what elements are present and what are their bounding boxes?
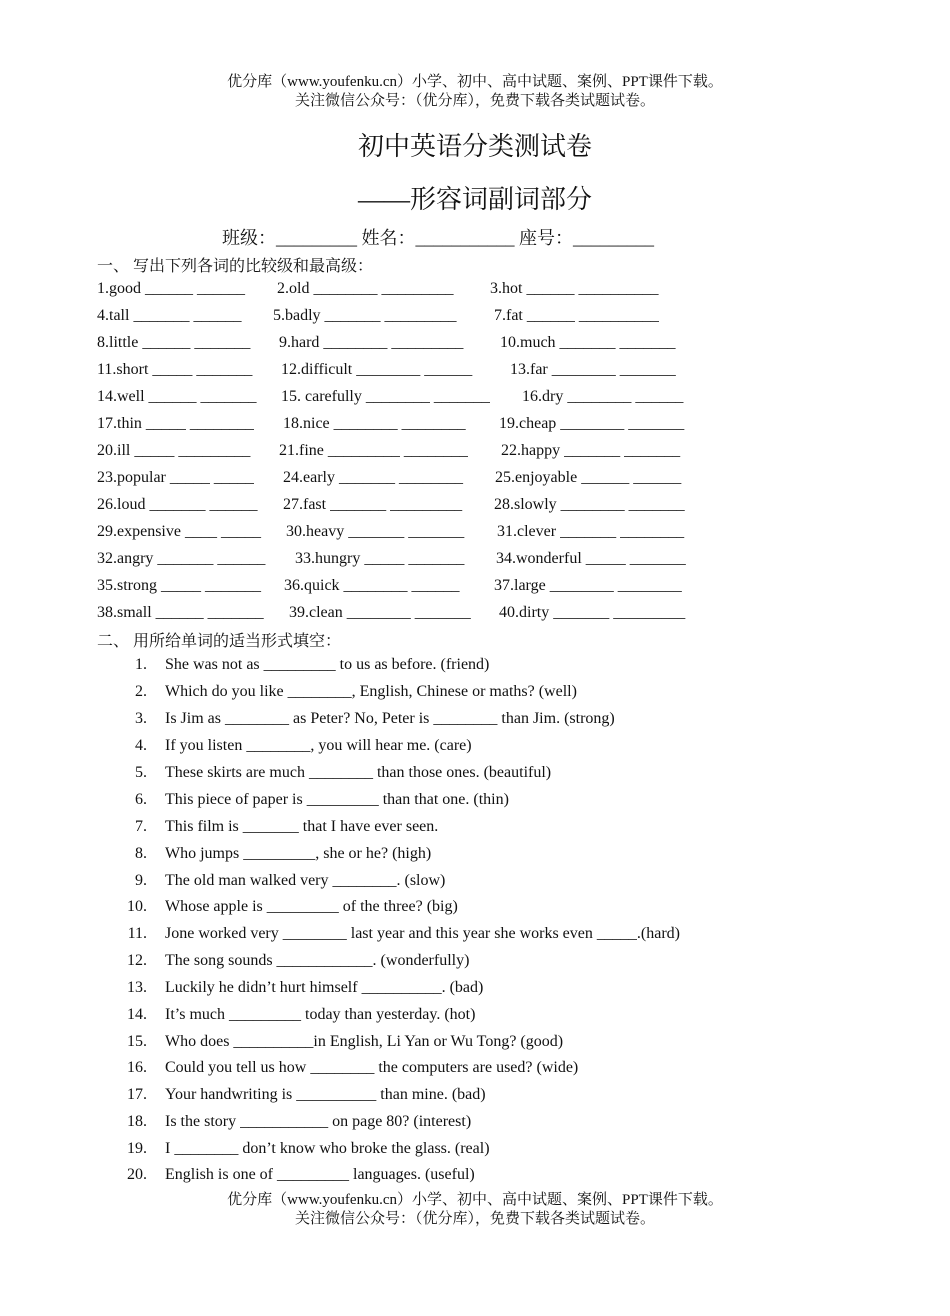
question-number: 4. <box>135 737 147 754</box>
question-number: 17. <box>127 1086 147 1103</box>
question-text: This piece of paper is _________ than that one. (thin) <box>165 791 509 808</box>
question-text: It’s much _________ today than yesterday. (hot) <box>165 1006 476 1023</box>
question-text: If you listen ________, you will hear me. (care) <box>165 737 472 754</box>
question-number: 14. <box>127 1006 147 1023</box>
vocab-item: 32.angry _______ ______ <box>97 550 266 567</box>
question-text: She was not as _________ to us as before. (friend) <box>165 656 490 673</box>
vocab-item: 39.clean ________ _______ <box>289 604 471 621</box>
question-text: Is Jim as ________ as Peter? No, Peter is ________ than Jim. (strong) <box>165 710 615 727</box>
question-number: 18. <box>127 1113 147 1130</box>
question-number: 9. <box>135 872 147 889</box>
question-number: 1. <box>135 656 147 673</box>
vocab-item: 11.short _____ _______ <box>97 361 253 378</box>
vocab-item: 24.early _______ ________ <box>283 469 463 486</box>
page-subtitle: ——形容词副词部分 <box>357 185 592 214</box>
vocab-item: 26.loud _______ ______ <box>97 496 258 513</box>
vocab-item: 36.quick ________ ______ <box>284 577 460 594</box>
vocab-item: 17.thin _____ ________ <box>97 415 254 432</box>
question-text: Jone worked very ________ last year and this year she works even _____.(hard) <box>165 925 680 942</box>
vocab-item: 25.enjoyable ______ ______ <box>495 469 682 486</box>
vocab-item: 30.heavy _______ _______ <box>286 523 465 540</box>
vocab-item: 29.expensive ____ _____ <box>97 523 261 540</box>
question-text: I ________ don’t know who broke the glass. (real) <box>165 1140 490 1157</box>
vocab-item: 1.good ______ ______ <box>97 280 245 297</box>
question-text: Whose apple is _________ of the three? (big) <box>165 898 458 915</box>
vocab-item: 13.far ________ _______ <box>510 361 676 378</box>
page-footer <box>0 1191 950 1229</box>
vocab-item: 27.fast _______ _________ <box>283 496 463 513</box>
question-text: This film is _______ that I have ever seen. <box>165 818 439 835</box>
footer-line-2: 关注微信公众号：（优分库），免费下载各类试题试卷。 <box>294 1211 655 1227</box>
question-number: 19. <box>127 1140 147 1157</box>
question-number: 20. <box>127 1166 147 1183</box>
vocab-item: 35.strong _____ _______ <box>97 577 261 594</box>
question-text: Your handwriting is __________ than mine. (bad) <box>165 1086 486 1103</box>
vocab-item: 14.well ______ _______ <box>97 388 257 405</box>
question-number: 3. <box>135 710 147 727</box>
vocab-item: 37.large ________ ________ <box>494 577 682 594</box>
question-number: 6. <box>135 791 147 808</box>
student-info-line: 班级：_________ 姓名：___________ 座号：_________ <box>222 228 654 248</box>
vocab-item: 33.hungry _____ _______ <box>295 550 465 567</box>
section-2-heading: 二、 用所给单词的适当形式填空： <box>97 633 342 650</box>
question-number: 2. <box>135 683 147 700</box>
vocab-item: 22.happy _______ _______ <box>501 442 681 459</box>
vocab-item: 34.wonderful _____ _______ <box>496 550 686 567</box>
question-number: 5. <box>135 764 147 781</box>
vocab-item: 4.tall _______ ______ <box>97 307 242 324</box>
vocab-item: 40.dirty _______ _________ <box>499 604 686 621</box>
header-line-2: 关注微信公众号：（优分库），免费下载各类试题试卷。 <box>294 93 655 109</box>
question-number: 15. <box>127 1033 147 1050</box>
question-text: Luckily he didn’t hurt himself __________. (bad) <box>165 979 484 996</box>
vocab-item: 12.difficult ________ ______ <box>281 361 473 378</box>
header-line-1: 优分库（www.youfenku.cn）小学、初中、高中试题、案例、PPT课件下载。 <box>227 74 723 90</box>
question-text: Is the story ___________ on page 80? (interest) <box>165 1113 472 1130</box>
vocab-item: 31.clever _______ ________ <box>497 523 685 540</box>
footer-line-1: 优分库（www.youfenku.cn）小学、初中、高中试题、案例、PPT课件下载。 <box>227 1192 723 1208</box>
vocab-item: 5.badly _______ _________ <box>273 307 457 324</box>
question-text: English is one of _________ languages. (useful) <box>165 1166 475 1183</box>
page-header <box>0 73 950 111</box>
vocab-item: 2.old ________ _________ <box>277 280 454 297</box>
question-text: The old man walked very ________. (slow) <box>165 872 446 889</box>
vocab-item: 16.dry ________ ______ <box>522 388 684 405</box>
question-number: 13. <box>127 979 147 996</box>
vocab-item: 9.hard ________ _________ <box>279 334 464 351</box>
vocab-item: 8.little ______ _______ <box>97 334 251 351</box>
question-number: 12. <box>127 952 147 969</box>
vocab-item: 3.hot ______ __________ <box>490 280 659 297</box>
vocab-item: 21.fine _________ ________ <box>279 442 468 459</box>
question-number: 16. <box>127 1059 147 1076</box>
section-1-heading: 一、 写出下列各词的比较级和最高级： <box>97 258 374 275</box>
vocab-item: 18.nice ________ ________ <box>283 415 466 432</box>
question-text: The song sounds ____________. (wonderfully) <box>165 952 470 969</box>
vocab-item: 10.much _______ _______ <box>500 334 676 351</box>
vocab-item: 7.fat ______ __________ <box>494 307 659 324</box>
question-text: Who does __________in English, Li Yan or Wu Tong? (good) <box>165 1033 564 1050</box>
question-number: 10. <box>127 898 147 915</box>
vocab-item: 23.popular _____ _____ <box>97 469 254 486</box>
vocab-item: 19.cheap ________ _______ <box>499 415 685 432</box>
question-number: 7. <box>135 818 147 835</box>
question-text: Could you tell us how ________ the computers are used? (wide) <box>165 1059 579 1076</box>
page-title: 初中英语分类测试卷 <box>357 132 592 161</box>
vocab-item: 38.small ______ _______ <box>97 604 264 621</box>
question-number: 11. <box>127 925 147 942</box>
question-number: 8. <box>135 845 147 862</box>
vocab-item: 28.slowly ________ _______ <box>494 496 685 513</box>
question-text: Which do you like ________, English, Chinese or maths? (well) <box>165 683 577 700</box>
question-text: Who jumps _________, she or he? (high) <box>165 845 432 862</box>
vocab-item: 20.ill _____ _________ <box>97 442 251 459</box>
vocab-item: 15. carefully ________ _______ <box>281 388 490 405</box>
question-text: These skirts are much ________ than those ones. (beautiful) <box>165 764 552 781</box>
